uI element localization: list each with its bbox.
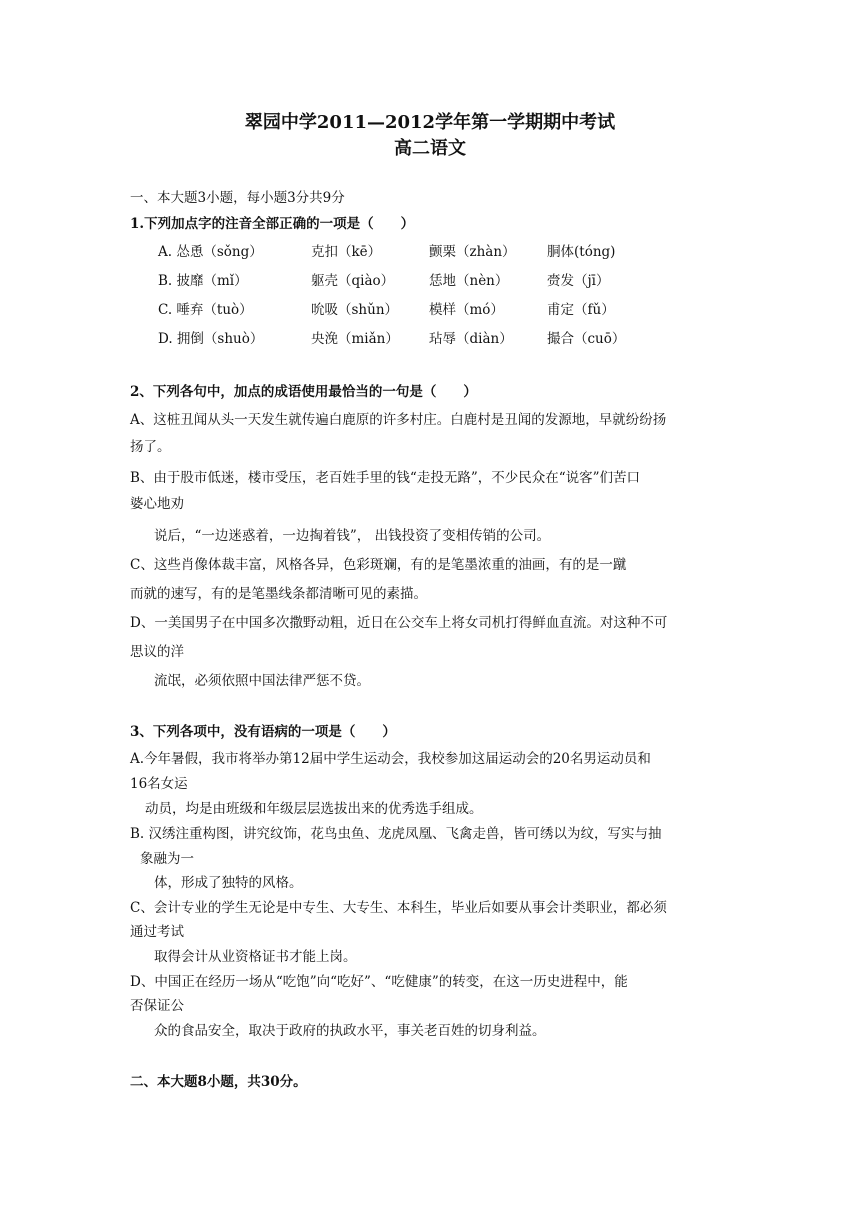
q1-c-3: 模样（mó） (429, 302, 504, 318)
q1-d-2: 央浼（miǎn） (311, 331, 399, 347)
q2-c-line1: C、这些肖像体裁丰富，风格各异，色彩斑斓，有的是笔墨浓重的油画，有的是一蹴 (130, 557, 627, 573)
q2-d-line1: D、一美国男子在中国多次撒野动粗，近日在公交车上将女司机打得鲜血直流。对这种不可 (130, 615, 668, 631)
q1-option-b (158, 271, 758, 291)
q3-b-line1: B. 汉绣注重构图，讲究纹饰，花鸟虫鱼、龙虎凤凰、飞禽走兽，皆可绣以为纹，写实与抽 (130, 826, 662, 842)
q1-a-1: A. 怂恿（sǒng） (158, 244, 263, 260)
q3-c-line2: 通过考试 (130, 924, 184, 940)
q1-c-2: 吮吸（shǔn） (311, 302, 399, 318)
q1-stem: 1.下列加点字的注音全部正确的一项是（ ） (130, 216, 415, 232)
q3-b-line2: 象融为一 (140, 851, 194, 867)
q1-b-2: 躯壳（qiào） (311, 273, 395, 289)
section1-heading: 一、本大题3小题，每小题3分共9分 (130, 190, 345, 206)
q2-b-line2: 婆心地劝 (130, 496, 184, 512)
q3-b-line3: 体，形成了独特的风格。 (154, 875, 303, 891)
q2-b-line3: 说后，“一边迷惑着，一边掏着钱”， 出钱投资了变相传销的公司。 (154, 528, 551, 544)
section2-heading: 二、本大题8小题，共30分。 (130, 1074, 307, 1090)
q1-d-3: 玷辱（diàn） (429, 331, 513, 347)
q2-d-line2: 思议的洋 (130, 644, 184, 660)
q2-d-line3: 流氓，必须依照中国法律严惩不贷。 (154, 673, 370, 689)
q1-d-1: D. 拥倒（shuò） (158, 331, 264, 347)
q3-a-line2: 16名女运 (130, 776, 188, 792)
q1-a-2: 克扣（kē） (311, 244, 382, 260)
q2-a-line2: 扬了。 (130, 439, 171, 455)
q1-d-4: 撮合（cuō） (547, 331, 626, 347)
q3-a-line1: A.今年暑假，我市将举办第12届中学生运动会，我校参加这届运动会的20名男运动员和 (130, 751, 651, 767)
q3-c-line1: C、会计专业的学生无论是中专生、大专生、本科生，毕业后如要从事会计类职业，都必须 (130, 900, 667, 916)
q2-stem: 2、下列各句中，加点的成语使用最恰当的一句是（ ） (130, 384, 477, 400)
q2-b-line1: B、由于股市低迷，楼市受压，老百姓手里的钱“走投无路”，不少民众在“说客”们苦口 (130, 470, 641, 486)
exam-title: 翠园中学2011—2012学年第一学期期中考试 (244, 112, 616, 133)
q3-c-line3: 取得会计从业资格证书才能上岗。 (154, 949, 357, 965)
q1-b-3: 恁地（nèn） (429, 273, 509, 289)
q2-a-line1: A、这桩丑闻从头一天发生就传遍白鹿原的许多村庄。白鹿村是丑闻的发源地，早就纷纷扬 (130, 412, 667, 428)
q1-a-3: 颤栗（zhàn） (429, 244, 516, 260)
q2-c-line2: 而就的速写，有的是笔墨线条都清晰可见的素描。 (130, 586, 427, 602)
exam-subtitle: 高二语文 (394, 138, 466, 159)
q3-d-line1: D、中国正在经历一场从“吃饱”向“吃好”、“吃健康”的转变，在这一历史进程中，能 (130, 974, 628, 990)
q3-d-line2: 否保证公 (130, 998, 184, 1014)
q1-a-4: 胴体(tóng) (547, 244, 616, 260)
q1-option-a (158, 242, 758, 262)
q3-a-line3: 动员，均是由班级和年级层层选拔出来的优秀选手组成。 (145, 801, 483, 817)
q1-b-4: 赍发（jī） (547, 273, 610, 289)
q1-b-1: B. 披靡（mǐ） (158, 273, 248, 289)
q3-stem: 3、下列各项中，没有语病的一项是（ ） (130, 724, 396, 740)
q3-d-line3: 众的食品安全，取决于政府的执政水平，事关老百姓的切身利益。 (154, 1023, 546, 1039)
q1-c-4: 甫定（fǔ） (547, 302, 615, 318)
q1-option-d (158, 329, 758, 349)
q1-option-c (158, 300, 758, 320)
q1-c-1: C. 唾弃（tuò） (158, 302, 253, 318)
